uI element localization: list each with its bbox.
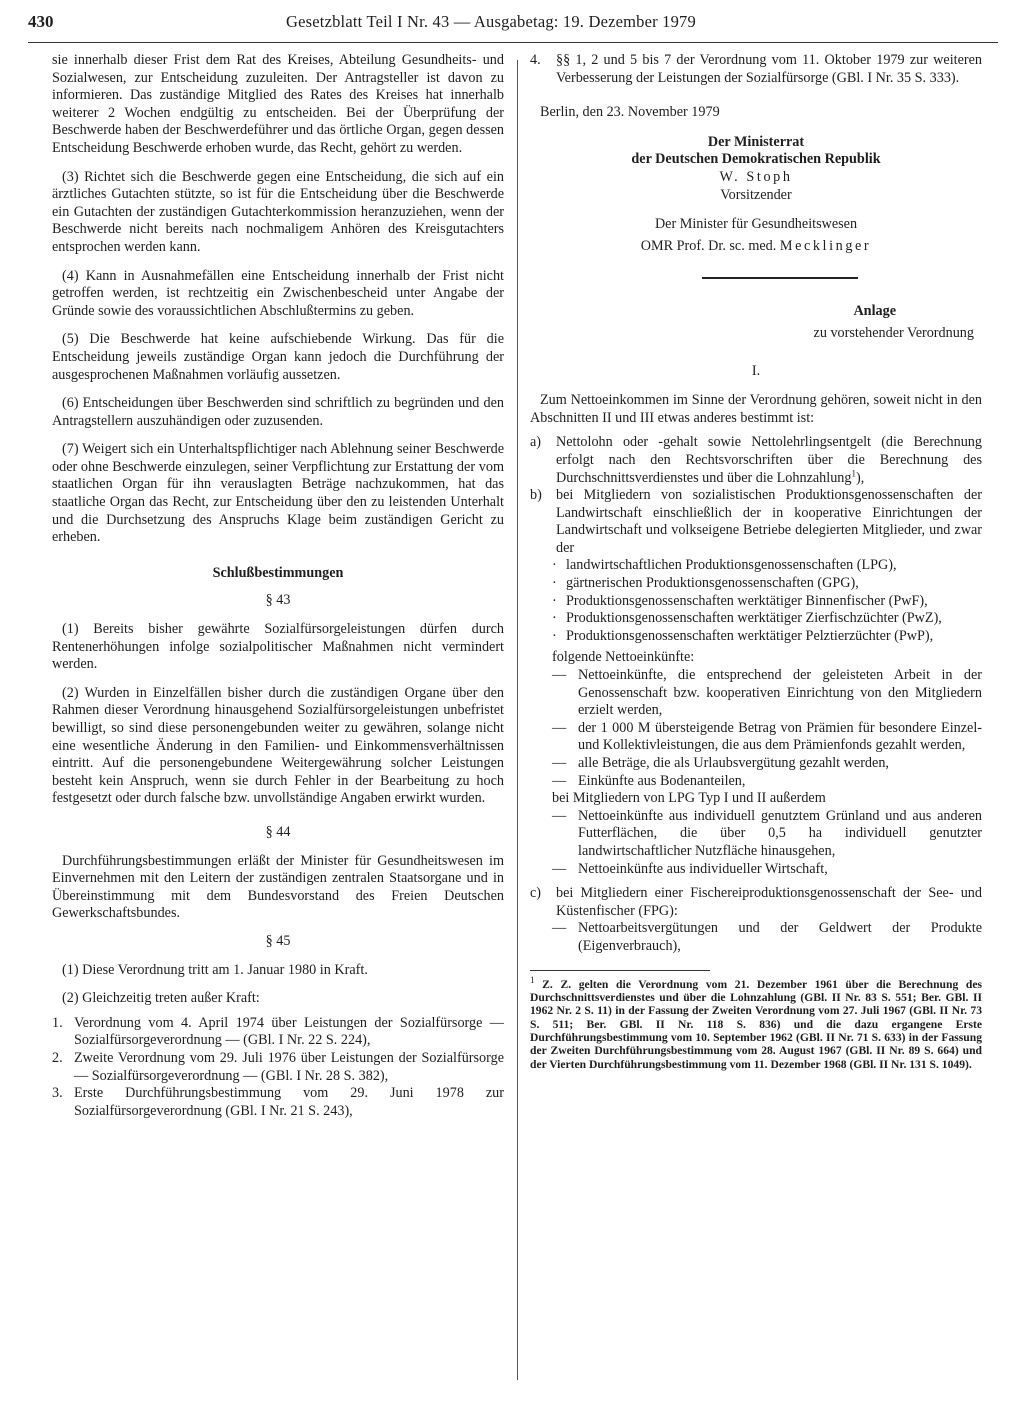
- dash: —: [552, 772, 567, 789]
- list-item: [552, 720, 982, 755]
- list-item-text: Einkünfte aus Bodenanteilen,: [578, 772, 746, 789]
- annex-intro: Zum Nettoeinkommen im Sinne der Verordnung gehören, soweit nicht in den Abschnitten II und III etwas anderes bestimmt ist:: [530, 392, 982, 426]
- enum-label-c: c): [530, 885, 542, 902]
- paragraph-4: (4) Kann in Ausnahmefällen eine Entscheidung innerhalb der Frist nicht getroffen werden, ist rechtzeitig ein Zwischenbescheid unter Angabe der Gründe sowie des voraussichtlichen Abschlußtermins zu geben.: [52, 267, 504, 319]
- list-item: [552, 557, 982, 575]
- dash: —: [552, 807, 567, 824]
- enum-text-b: bei Mitgliedern von sozialistischen Produktionsgenossenschaften der Landwirtschaft einschließlich der in kooperative Einrichtungen der Landwirtschaft und volkseigene Betriebe delegierten Mitglieder, und zwar der: [556, 487, 982, 556]
- repealed-list: [52, 1015, 504, 1121]
- list-item: [552, 808, 982, 861]
- left-column: [52, 52, 504, 1120]
- section-45-paragraph-2: (2) Gleichzeitig treten außer Kraft:: [62, 990, 260, 1007]
- paragraph-5: (5) Die Beschwerde hat keine aufschiebende Wirkung. Das für die Entscheidung jeweils zuständige Organ kann jedoch die Durchführung der ausgesprochenen Maßnahmen vorläufig aussetzen.: [52, 331, 504, 383]
- enum-item-c: [530, 885, 982, 920]
- column-divider: [517, 60, 518, 1380]
- list-item-text: Nettoeinkünfte, die entsprechend der geleisteten Arbeit in der Genossenschaft bzw. kooperativen Einrichtung von den Mitgliedern erzielt werden,: [578, 667, 982, 719]
- list-item-text: alle Beträge, die als Urlaubsvergütung gezahlt werden,: [578, 755, 889, 771]
- list-item: [552, 667, 982, 720]
- list-item-text: Produktionsgenossenschaften werktätiger Binnenfischer (PwF),: [566, 592, 928, 609]
- footnote-ref: 1: [851, 467, 856, 478]
- enum-item-b: [530, 487, 982, 557]
- list-item-text: Nettoeinkünfte aus individuell genutztem Grünland und aus anderen Futterflächen, die über 0,5 ha individuell genutzter landwirtschaftlicher Nutzfläche hinausgehen,: [578, 807, 982, 859]
- footnote-text: Z. Z. gelten die Verordnung vom 21. Dezember 1961 über die Berechnung des Durchschnittsverdienstes und über die Lohnzahlung (GBl. II Nr. 83 S. 551; Ber. GBl. II 1962 Nr. 2 S. 11) in der Fassung der Zweiten Verordnung vom 27. Juli 1967 (GBl. II Nr. 73 S. 511; Ber. GBl. II Nr. 118 S. 836) und die dazu ergangene Erste Durchführungsbestimmung vom 10. September 1962 (GBl. II Nr. 71 S. 633) in der Fassung der Zweiten Durchführungsbestimmung vom 28. August 1967 (GBl. II Nr. 89 S. 664) und der Vierten Durchführungsbestimmung vom 11. Dezember 1968 (GBl. II Nr. 131 S. 1049).: [530, 977, 982, 1071]
- following-income-label: folgende Nettoeinkünfte:: [552, 649, 695, 666]
- enum-text-c: bei Mitgliedern einer Fischereiproduktionsgenossenschaft der See- und Küstenfischer (FPG):: [556, 885, 982, 919]
- signature-minister-title: Der Minister für Gesundheitswesen: [654, 216, 858, 233]
- signature-organ-full: der Deutschen Demokratischen Republik: [631, 151, 881, 168]
- list-item-text: Nettoeinkünfte aus individueller Wirtschaft,: [578, 860, 828, 877]
- list-item-text: landwirtschaftlichen Produktionsgenossenschaften (LPG),: [566, 557, 897, 574]
- section-heading-final-provisions: Schlußbestimmungen: [212, 564, 344, 581]
- list-item: [52, 1015, 504, 1050]
- income-dash-list: [552, 667, 982, 790]
- signature-name-chairman: W. Stoph: [719, 168, 793, 185]
- list-item-text: der 1 000 M übersteigende Betrag von Prämien für besondere Einzel- und Kollektivleistungen, die aus dem Prämienfonds gezahlt werden,: [578, 719, 982, 754]
- list-item-number: 2.: [52, 1049, 63, 1066]
- list-item: [530, 52, 982, 87]
- separator-rule: [702, 277, 858, 279]
- section-45-title: § 45: [265, 932, 291, 949]
- cooperative-list: [552, 557, 982, 645]
- place-date: Berlin, den 23. November 1979: [540, 104, 720, 121]
- enum-label-b: b): [530, 487, 542, 504]
- enum-text-a-end: ),: [856, 469, 865, 486]
- section-43-paragraph-2: (2) Wurden in Einzelfällen bisher durch die zuständigen Organe über den Rahmen dieser Verordnung hinausgehend Sozialfürsorgeleistungen unbefristet bewilligt, so sind diese personengebunden weiter zu gewähren, solange nicht eine wesentliche Änderung in den Familien- und Einkommensverhältnissen eintritt. Auf die personengebundene Weitergewährung solcher Leistungen besteht kein Anspruch, wenn sie durch Fehler in der Bearbeitung zu hoch festgesetzt oder durch falsche bzw. unvollständige Angaben erwirkt wurden.: [52, 684, 504, 807]
- section-43-paragraph-1: (1) Bereits bisher gewährte Sozialfürsorgeleistungen dürfen durch Rentenerhöhungen infolge sozialpolitischer Maßnahmen nicht vermindert werden.: [52, 621, 504, 673]
- bullet: ·: [552, 610, 557, 627]
- bullet: ·: [552, 627, 557, 644]
- signature-role-chairman: Vorsitzender: [720, 186, 792, 203]
- list-item-number: 3.: [52, 1085, 63, 1102]
- bullet: ·: [552, 592, 557, 609]
- dash: —: [552, 755, 567, 771]
- signature-block: [530, 134, 982, 256]
- paragraph-7: (7) Weigert sich ein Unterhaltspflichtiger nach Ablehnung seiner Beschwerde oder ohne Beschwerde einzulegen, seiner Verpflichtung zur Erstattung der vom staatlichen Organ für ihn verauslagten Beträge nachzukommen, hat das staatliche Organ das Recht, zur Entscheidung über den zu leistenden Unterhalt und die Durchsetzung des Anspruchs Klage beim zuständigen Gericht zu erheben.: [52, 441, 504, 546]
- signature-minister-line: [530, 238, 982, 256]
- list-item-text: §§ 1, 2 und 5 bis 7 der Verordnung vom 11. Oktober 1979 zur weiteren Verbesserung der Leistungen der Sozialfürsorge (GBl. I Nr. 35 S. 333).: [556, 52, 982, 86]
- paragraph-6: (6) Entscheidungen über Beschwerden sind schriftlich zu begründen und den Antragstellern auszuhändigen oder zuzusenden.: [52, 395, 504, 429]
- list-item: [52, 1050, 504, 1085]
- page-header: [28, 10, 998, 44]
- paragraph-3: (3) Richtet sich die Beschwerde gegen eine Entscheidung, die sich auf ein ärztliches Gutachten stützte, so ist für die Entscheidung über die Beschwerde ein Gutachten der zuständigen Gutachterkommission heranzuziehen, wenn der Beschwerde nicht bereits nach nochmaligem Anhören des Kreisgutachters entsprochen werden kann.: [52, 168, 504, 255]
- paragraph-continued: sie innerhalb dieser Frist dem Rat des Kreises, Abteilung Gesundheits- und Sozialwesen, zur Entscheidung zuzuleiten. Der Antragsteller ist davon zu informieren. Das zuständige Mitglied des Rates des Kreises hat innerhalb weiterer 2 Wochen endgültig zu entscheiden. Bei der Überprüfung der Beschwerde haben der Beschwerdeführer und das örtliche Organ, gegen dessen Entscheidung Beschwerde erhoben wurde, das Recht, gehört zu werden.: [52, 52, 504, 156]
- header-rule: [28, 42, 998, 43]
- dash: —: [552, 920, 567, 937]
- section-45-paragraph-1: (1) Diese Verordnung tritt am 1. Januar 1980 in Kraft.: [62, 961, 368, 978]
- page-number: 430: [28, 12, 54, 31]
- list-item: [552, 593, 982, 611]
- dash: —: [552, 719, 567, 736]
- list-item-text: Produktionsgenossenschaften werktätiger Pelztierzüchter (PwP),: [566, 627, 934, 644]
- list-item: [52, 1085, 504, 1120]
- list-item: [552, 861, 982, 879]
- fpg-dash-list: [552, 920, 982, 955]
- enum-item-a: [530, 434, 982, 487]
- list-item-text: Erste Durchführungsbestimmung vom 29. Juni 1978 zur Sozialfürsorgeverordnung (GBl. I Nr. 21 S. 243),: [74, 1085, 504, 1119]
- annex-subtitle: zu vorstehender Verordnung: [813, 324, 974, 341]
- right-column: [530, 52, 982, 1071]
- section-44-paragraph: Durchführungsbestimmungen erläßt der Minister für Gesundheitswesen im Einvernehmen mit den Leitern der zuständigen zentralen Staatsorgane und in Übereinstimmung mit dem Bundesvorstand des Freien Deutschen Gewerkschaftsbundes.: [52, 852, 504, 922]
- bullet: ·: [552, 575, 557, 592]
- annex-section-roman: I.: [751, 362, 761, 379]
- footnote-mark: 1: [530, 974, 535, 985]
- enum-text-a: Nettolohn oder -gehalt sowie Nettolehrlingsentgelt (die Berechnung erfolgt nach den Rechtsvorschriften über die Berechnung des Durchschnittsverdienstes und über die Lohnzahlung: [556, 434, 982, 486]
- lpg-dash-list: [552, 808, 982, 878]
- dash: —: [552, 667, 567, 684]
- list-item-text: Produktionsgenossenschaften werktätiger Zierfischzüchter (PwZ),: [566, 610, 942, 627]
- annex-title: Anlage: [853, 303, 896, 320]
- enum-label-a: a): [530, 434, 542, 451]
- section-43-title: § 43: [265, 592, 291, 609]
- list-item-text: Zweite Verordnung vom 29. Juli 1976 über Leistungen der Sozialfürsorge — Sozialfürsorgeverordnung — (GBl. I Nr. 28 S. 382),: [74, 1049, 504, 1084]
- dash: —: [552, 860, 567, 877]
- signature-minister-prefix: OMR Prof. Dr. sc. med.: [640, 237, 777, 254]
- list-item: [552, 920, 982, 955]
- list-item: [552, 628, 982, 646]
- list-item: [552, 755, 982, 773]
- footnote-rule: [530, 970, 710, 971]
- footnote: [530, 974, 982, 1072]
- section-44-title: § 44: [265, 823, 291, 840]
- list-item-number: 4.: [530, 52, 541, 68]
- bullet: ·: [552, 557, 557, 574]
- list-item-text: Verordnung vom 4. April 1974 über Leistungen der Sozialfürsorge — Sozialfürsorgeverordnung — (GBl. I Nr. 22 S. 224),: [74, 1014, 504, 1049]
- gazette-title: Gesetzblatt Teil I Nr. 43 — Ausgabetag: 19. Dezember 1979: [286, 12, 696, 31]
- lpg-label: bei Mitgliedern von LPG Typ I und II außerdem: [552, 790, 826, 807]
- signature-organ: Der Ministerrat: [707, 133, 805, 150]
- list-item-number: 1.: [52, 1014, 63, 1031]
- signature-minister-name: Mecklinger: [779, 237, 872, 254]
- list-item: [552, 773, 982, 791]
- list-item: [552, 610, 982, 628]
- list-item-text: Nettoarbeitsvergütungen und der Geldwert der Produkte (Eigenverbrauch),: [578, 920, 982, 954]
- list-item: [552, 575, 982, 593]
- list-item-text: gärtnerischen Produktionsgenossenschaften (GPG),: [566, 575, 859, 592]
